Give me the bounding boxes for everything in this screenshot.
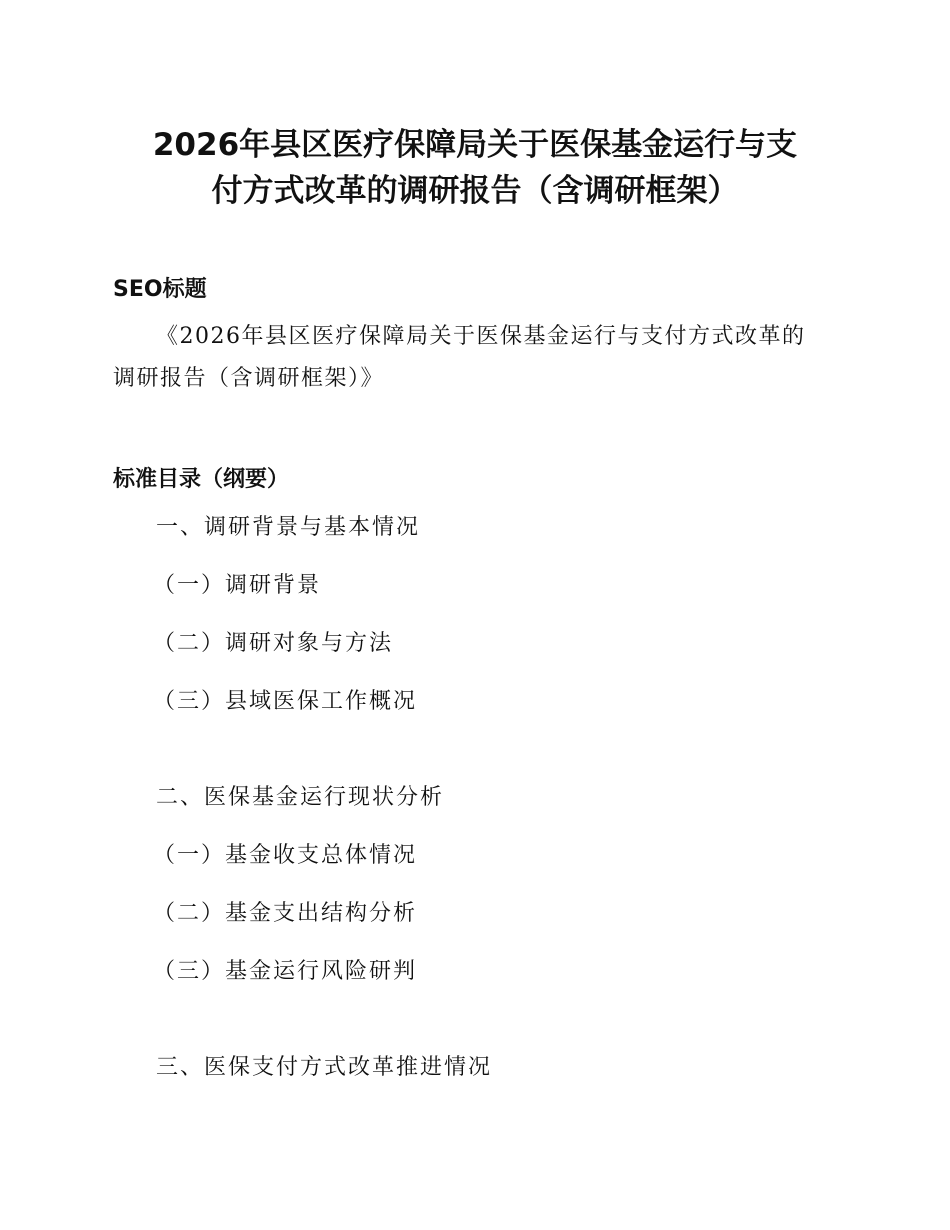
seo-heading: SEO标题 xyxy=(113,277,207,302)
toc-chapter-1: 一、调研背景与基本情况 xyxy=(156,515,421,540)
seo-title-text xyxy=(113,316,833,400)
toc-section-1-1: （一）调研背景 xyxy=(153,573,322,598)
seo-title-line-1: 《2026年县区医疗保障局关于医保基金运行与支付方式改革的 xyxy=(156,324,806,349)
document-title-line-2: 付方式改革的调研报告（含调研框架） xyxy=(211,173,739,209)
toc-section-2-1: （一）基金收支总体情况 xyxy=(153,843,418,868)
document-title-line-1: 2026年县区医疗保障局关于医保基金运行与支 xyxy=(152,127,798,163)
toc-chapter-3: 三、医保支付方式改革推进情况 xyxy=(156,1055,493,1080)
document-title xyxy=(95,122,855,214)
toc-section-1-2: （二）调研对象与方法 xyxy=(153,631,394,656)
toc-section-2-2: （二）基金支出结构分析 xyxy=(153,901,418,926)
toc-section-2-3: （三）基金运行风险研判 xyxy=(153,959,418,984)
toc-chapter-2: 二、医保基金运行现状分析 xyxy=(156,785,445,810)
toc-section-1-3: （三）县域医保工作概况 xyxy=(153,689,418,714)
seo-title-line-2: 调研报告（含调研框架）》 xyxy=(113,366,385,391)
toc-heading: 标准目录（纲要） xyxy=(113,467,290,492)
